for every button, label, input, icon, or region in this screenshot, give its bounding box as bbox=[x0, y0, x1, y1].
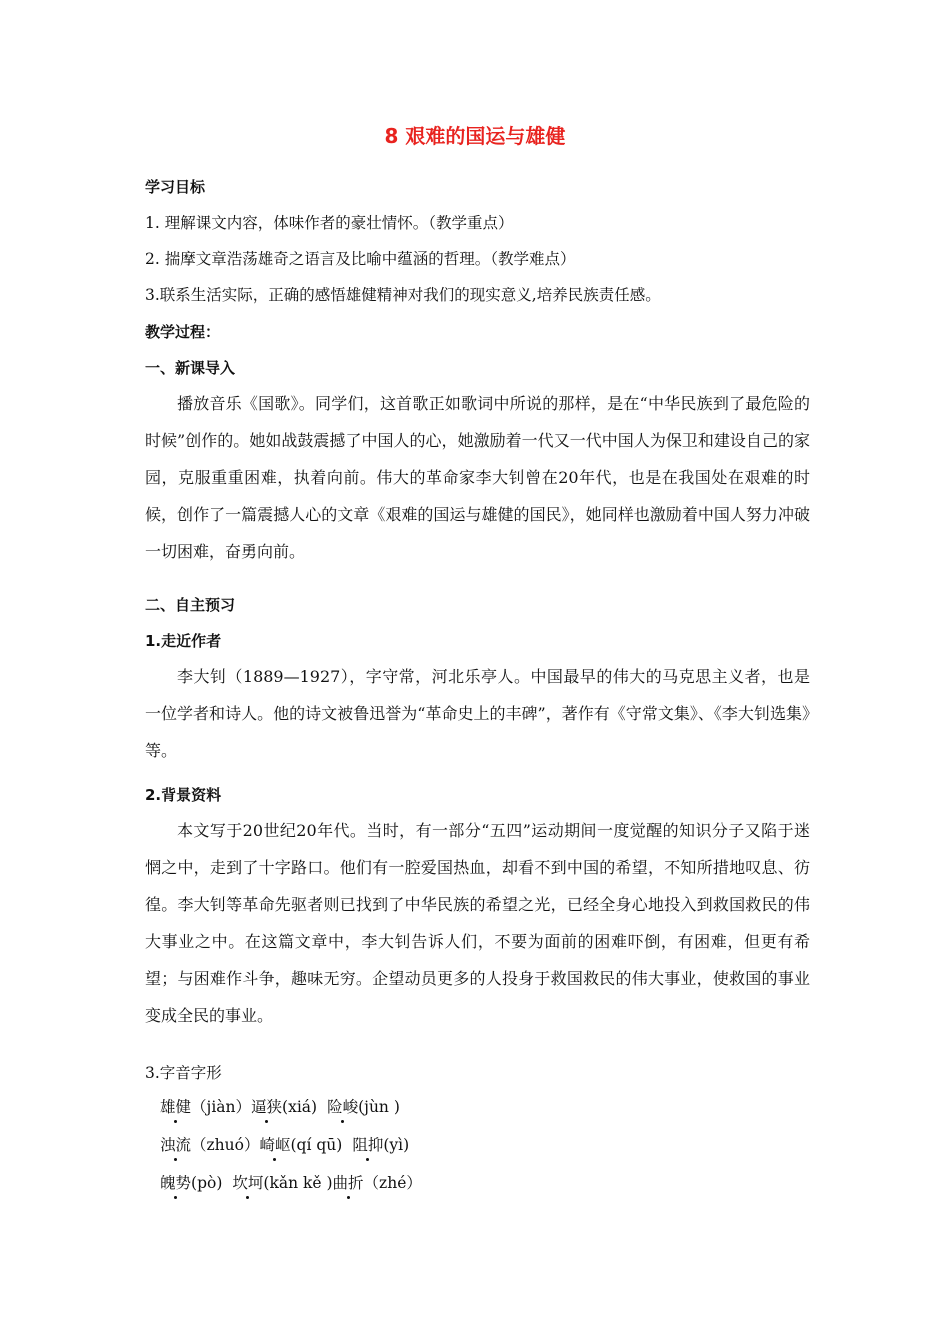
pinyin: (yì) bbox=[383, 1136, 410, 1154]
goal-item-2: 2. 揣摩文章浩荡雄奇之语言及比喻中蕴涵的哲理。（教学难点） bbox=[145, 250, 576, 268]
pinyin-row-3 bbox=[160, 1172, 422, 1194]
word: 阻抑 bbox=[352, 1136, 384, 1154]
word: 浊流 bbox=[160, 1136, 192, 1154]
pinyin: (kǎn kě ) bbox=[263, 1174, 333, 1192]
sub1-paragraph: 李大钊（1889—1927），字守常，河北乐亭人。中国最早的伟大的马克思主义者，也是一位学者和诗人。他的诗文被鲁迅誉为“革命史上的丰碑”，著作有《守常文集》、《李大钊选集》等。 bbox=[145, 667, 810, 760]
pinyin: （zhuó） bbox=[191, 1136, 260, 1154]
sub2-heading: 2.背景资料 bbox=[145, 786, 222, 804]
section2-heading: 二、自主预习 bbox=[145, 596, 236, 614]
word: 雄健 bbox=[160, 1098, 192, 1116]
word: 魄势 bbox=[160, 1174, 192, 1192]
pinyin: （zhé） bbox=[363, 1174, 422, 1192]
pinyin: (qí qū) bbox=[290, 1136, 343, 1154]
section1-heading: 一、新课导入 bbox=[145, 359, 236, 377]
section1-paragraph: 播放音乐《国歌》。同学们，这首歌正如歌词中所说的那样，是在“中华民族到了最危险的时候”创作的。她如战鼓震撼了中国人的心，她激励着一代又一代中国人为保卫和建设自己的家园，克服重重困难，执着向前。伟大的革命家李大钊曾在20年代，也是在我国处在艰难的时候，创作了一篇震撼人心的文章《艰难的国运与雄健的国民》，她同样也激励着中国人努力冲破一切困难，奋勇向前。 bbox=[145, 394, 810, 561]
pinyin: (xiá) bbox=[282, 1098, 318, 1116]
goals-heading: 学习目标 bbox=[145, 178, 206, 196]
pinyin: （jiàn） bbox=[191, 1098, 252, 1116]
word: 坎坷 bbox=[232, 1174, 264, 1192]
goal-item-3: 3.联系生活实际，正确的感悟雄健精神对我们的现实意义,培养民族责任感。 bbox=[145, 286, 661, 304]
pinyin: (pò) bbox=[191, 1174, 223, 1192]
word: 险峻 bbox=[327, 1098, 359, 1116]
pinyin-row-1 bbox=[160, 1096, 400, 1118]
word: 逼狭 bbox=[251, 1098, 283, 1116]
word: 崎岖 bbox=[259, 1136, 291, 1154]
sub3-heading: 3.字音字形 bbox=[145, 1064, 222, 1082]
word: 曲折 bbox=[332, 1174, 364, 1192]
sub2-paragraph: 本文写于20世纪20年代。当时，有一部分“五四”运动期间一度觉醒的知识分子又陷于迷惘之中，走到了十字路口。他们有一腔爱国热血，却看不到中国的希望，不知所措地叹息、彷徨。李大钊等革命先驱者则已找到了中华民族的希望之光，已经全身心地投入到救国救民的伟大事业之中。在这篇文章中，李大钊告诉人们，不要为面前的困难吓倒，有困难，但更有希望；与困难作斗争，趣味无穷。企望动员更多的人投身于救国救民的伟大事业，使救国的事业变成全民的事业。 bbox=[145, 821, 810, 1025]
goal-item-1: 1. 理解课文内容，体味作者的豪壮情怀。（教学重点） bbox=[145, 214, 514, 232]
pinyin: (jùn ) bbox=[358, 1098, 400, 1116]
process-heading: 教学过程： bbox=[145, 323, 221, 341]
pinyin-row-2 bbox=[160, 1134, 409, 1156]
sub1-heading: 1.走近作者 bbox=[145, 632, 222, 650]
page-title: 8 艰难的国运与雄健 bbox=[384, 124, 566, 148]
